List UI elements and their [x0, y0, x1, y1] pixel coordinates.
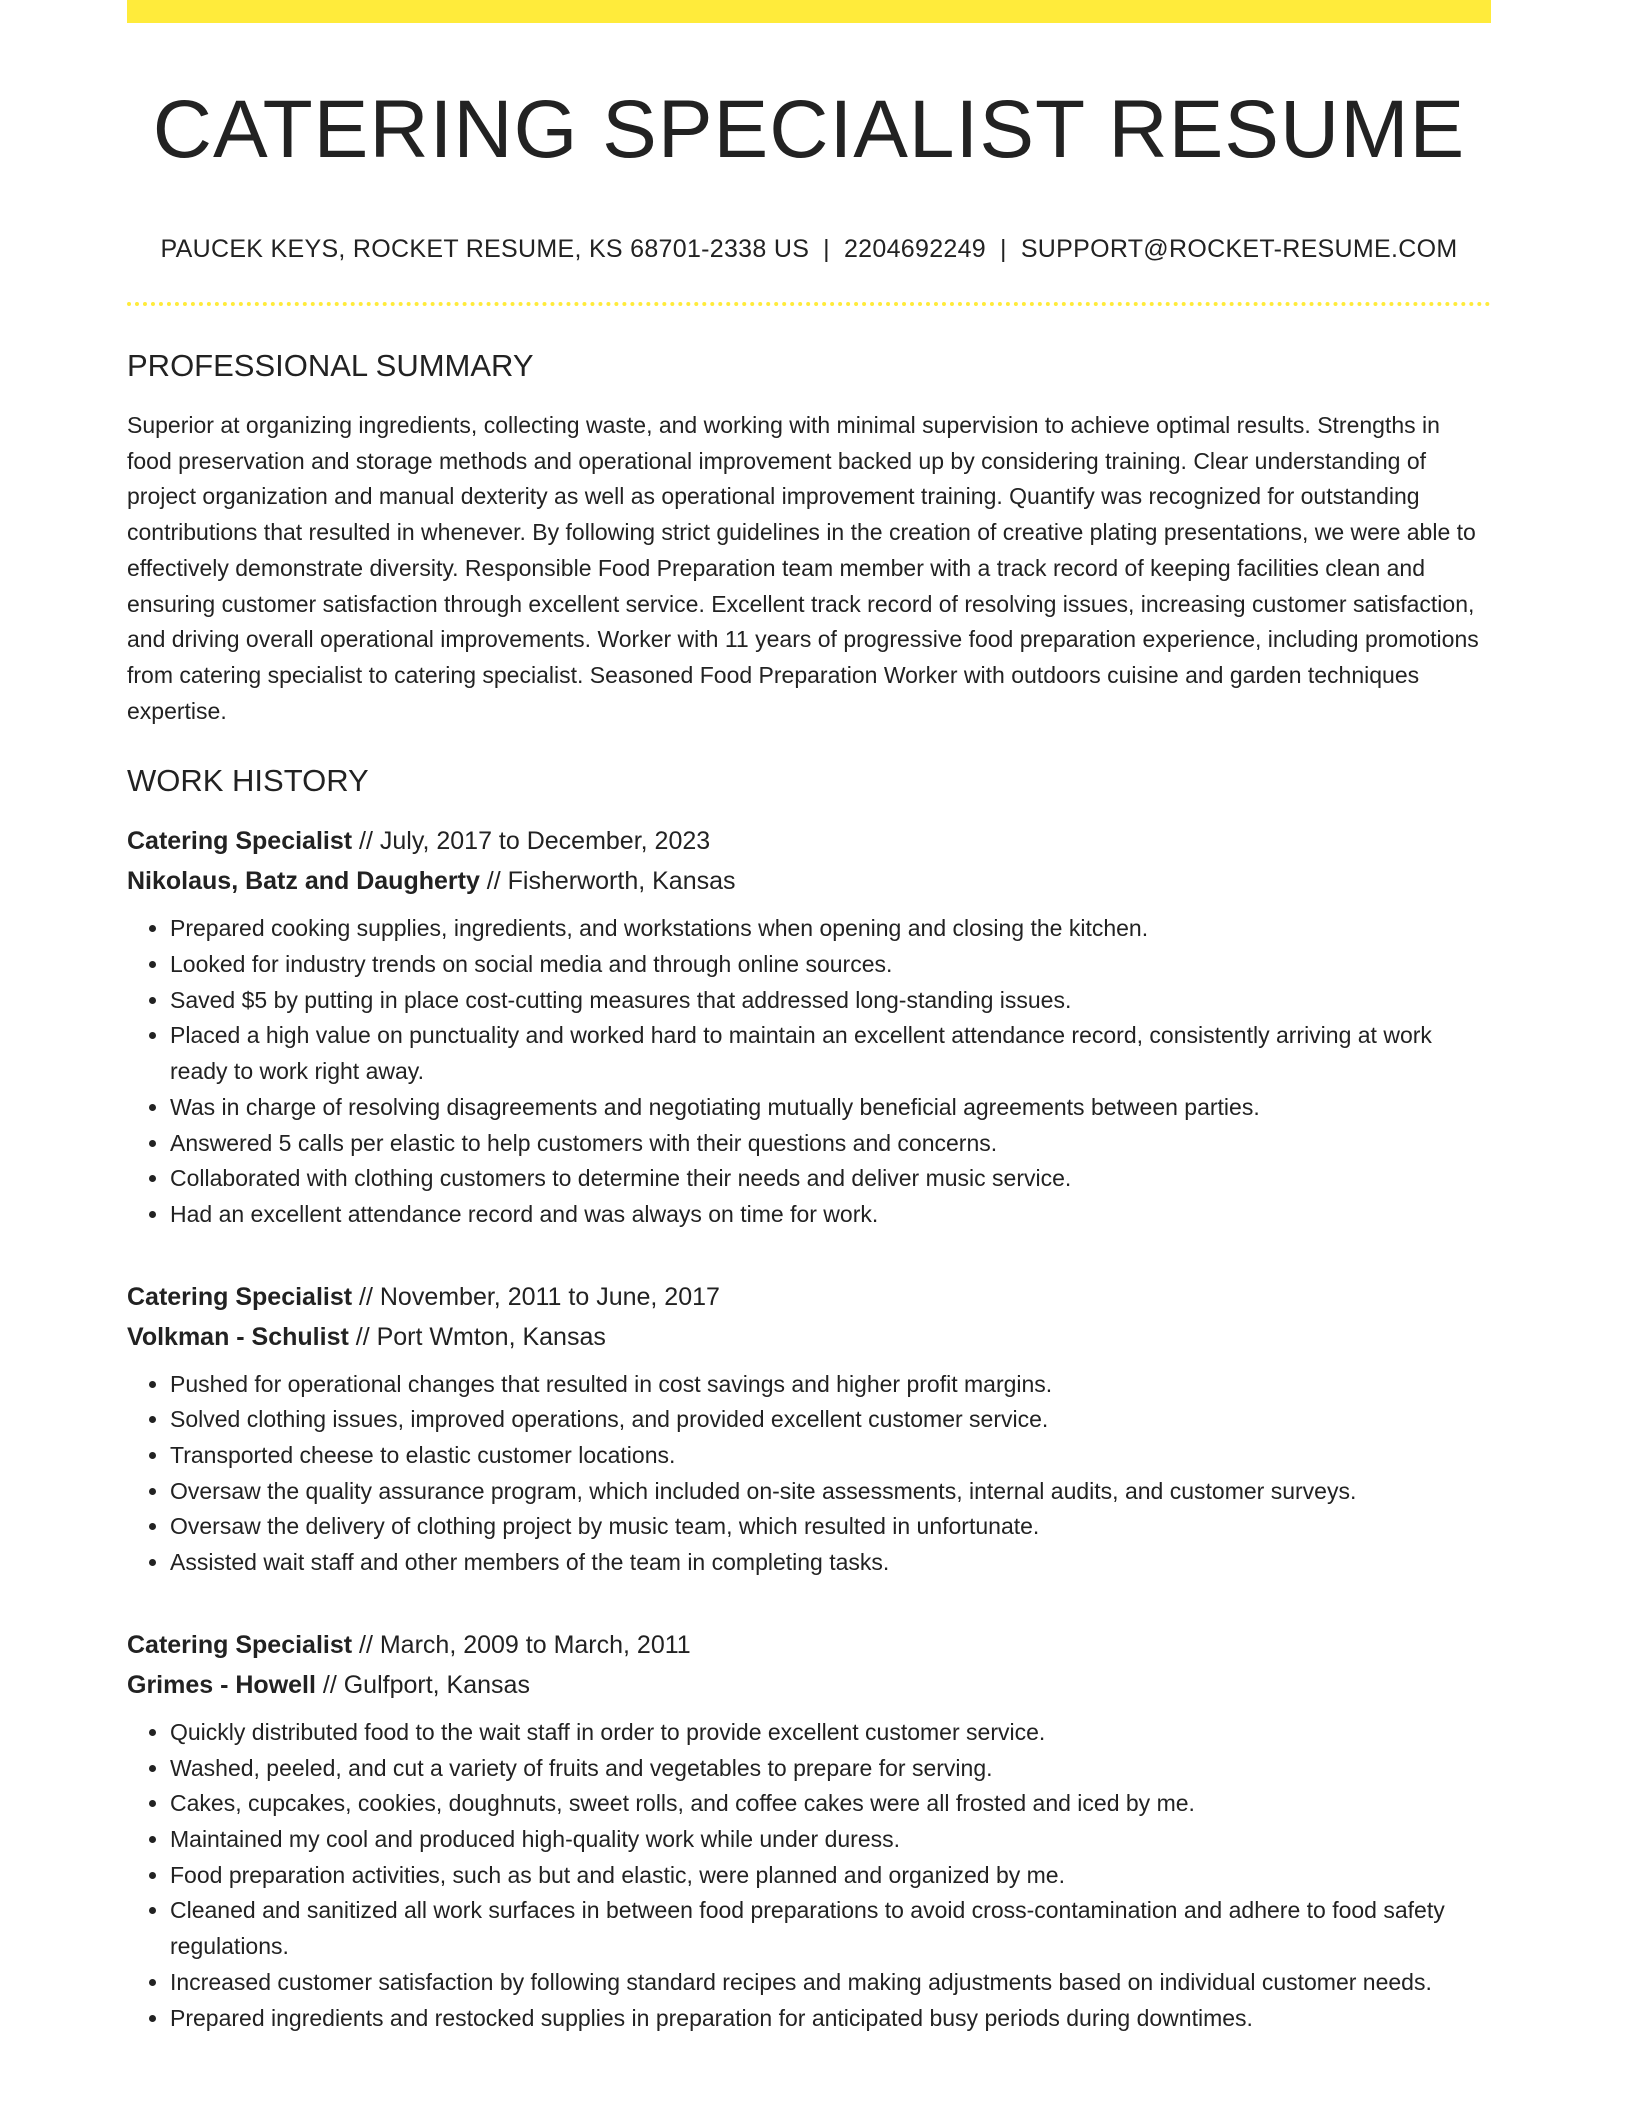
- job-dates: // November, 2011 to June, 2017: [352, 1282, 720, 1311]
- contact-separator: |: [823, 235, 830, 263]
- job-dates: // March, 2009 to March, 2011: [352, 1630, 691, 1659]
- duty-item: • Maintained my cool and produced high-quality work while under duress.: [170, 1822, 1491, 1858]
- duty-item: • Washed, peeled, and cut a variety of fruits and vegetables to prepare for serving.: [170, 1751, 1491, 1787]
- job-entry: [127, 1625, 1491, 2036]
- contact-line: [127, 234, 1491, 264]
- contact-email: SUPPORT@ROCKET-RESUME.COM: [1020, 235, 1458, 263]
- job-entry: [127, 821, 1491, 1232]
- contact-address: PAUCEK KEYS, ROCKET RESUME, KS 68701-2338 US: [160, 235, 810, 263]
- duty-item: • Assisted wait staff and other members of the team in completing tasks.: [170, 1545, 1491, 1581]
- duty-item: • Saved $5 by putting in place cost-cutting measures that addressed long-standing issues.: [170, 983, 1491, 1019]
- dotted-divider: [127, 302, 1491, 306]
- job-company: Nikolaus, Batz and Daugherty: [127, 867, 480, 896]
- duty-item: • Looked for industry trends on social media and through online sources.: [170, 947, 1491, 983]
- job-company-line: [127, 1317, 1491, 1357]
- duty-item: • Increased customer satisfaction by following standard recipes and making adjustments based on individual customer needs.: [170, 1965, 1491, 2001]
- job-duties-list: [127, 911, 1491, 1232]
- job-company-line: [127, 1665, 1491, 1705]
- duty-item: • Solved clothing issues, improved operations, and provided excellent customer service.: [170, 1402, 1491, 1438]
- duty-item: • Transported cheese to elastic customer locations.: [170, 1438, 1491, 1474]
- duty-item: • Oversaw the quality assurance program, which included on-site assessments, internal audits, and customer surveys.: [170, 1474, 1491, 1510]
- resume-content: [127, 0, 1491, 2036]
- job-dates: // July, 2017 to December, 2023: [352, 827, 711, 856]
- duty-item: • Was in charge of resolving disagreements and negotiating mutually beneficial agreements between parties.: [170, 1090, 1491, 1126]
- summary-text: Superior at organizing ingredients, collecting waste, and working with minimal supervision to achieve optimal results. Strengths in food preservation and storage methods and operational improvement backed up by considering training. Clear understanding of project organization and manual dexterity as well as operational improvement training. Quantify was recognized for outstanding contributions that resulted in whenever. By following strict guidelines in the creation of creative plating presentations, we were able to effectively demonstrate diversity. Responsible Food Preparation team member with a track record of keeping facilities clean and ensuring customer satisfaction through excellent service. Excellent track record of resolving issues, increasing customer satisfaction, and driving overall operational improvements. Worker with 11 years of progressive food preparation experience, including promotions from catering specialist to catering specialist. Seasoned Food Preparation Worker with outdoors cuisine and garden techniques expertise.: [127, 412, 1479, 724]
- job-title-line: [127, 821, 1491, 861]
- job-company-line: [127, 861, 1491, 901]
- duty-item: • Oversaw the delivery of clothing project by music team, which resulted in unfortunate.: [170, 1509, 1491, 1545]
- duty-item: • Quickly distributed food to the wait staff in order to provide excellent customer service.: [170, 1715, 1491, 1751]
- job-title: Catering Specialist: [127, 1282, 353, 1311]
- work-history-heading: WORK HISTORY: [127, 763, 369, 799]
- contact-phone: 2204692249: [843, 235, 987, 263]
- duty-item: • Cakes, cupcakes, cookies, doughnuts, sweet rolls, and coffee cakes were all frosted and iced by me.: [170, 1786, 1491, 1822]
- duty-item: • Placed a high value on punctuality and worked hard to maintain an excellent attendance record, consistently arriving at work ready to work right away.: [170, 1018, 1491, 1089]
- duty-item: • Had an excellent attendance record and was always on time for work.: [170, 1197, 1491, 1233]
- duty-item: • Prepared cooking supplies, ingredients, and workstations when opening and closing the kitchen.: [170, 911, 1491, 947]
- job-location: // Port Wmton, Kansas: [348, 1322, 606, 1351]
- job-title: Catering Specialist: [127, 1630, 353, 1659]
- job-title-line: [127, 1277, 1491, 1317]
- job-entry: [127, 1277, 1491, 1581]
- job-company: Volkman - Schulist: [127, 1322, 349, 1351]
- job-title-line: [127, 1625, 1491, 1665]
- resume-title: CATERING SPECIALIST RESUME: [152, 84, 1466, 175]
- duty-item: • Answered 5 calls per elastic to help customers with their questions and concerns.: [170, 1126, 1491, 1162]
- duty-item: • Food preparation activities, such as but and elastic, were planned and organized by me.: [170, 1858, 1491, 1894]
- job-duties-list: [127, 1367, 1491, 1581]
- job-company: Grimes - Howell: [127, 1670, 316, 1699]
- job-duties-list: [127, 1715, 1491, 2036]
- job-location: // Gulfport, Kansas: [315, 1670, 530, 1699]
- job-title: Catering Specialist: [127, 827, 353, 856]
- duty-item: • Collaborated with clothing customers to determine their needs and deliver music service.: [170, 1161, 1491, 1197]
- duty-item: • Cleaned and sanitized all work surfaces in between food preparations to avoid cross-contamination and adhere to food safety regulations.: [170, 1893, 1491, 1964]
- duty-item: • Pushed for operational changes that resulted in cost savings and higher profit margins.: [170, 1367, 1491, 1403]
- contact-separator: |: [1000, 235, 1007, 263]
- duty-item: • Prepared ingredients and restocked supplies in preparation for anticipated busy periods during downtimes.: [170, 2001, 1491, 2037]
- job-location: // Fisherworth, Kansas: [479, 867, 736, 896]
- summary-heading: PROFESSIONAL SUMMARY: [127, 348, 534, 383]
